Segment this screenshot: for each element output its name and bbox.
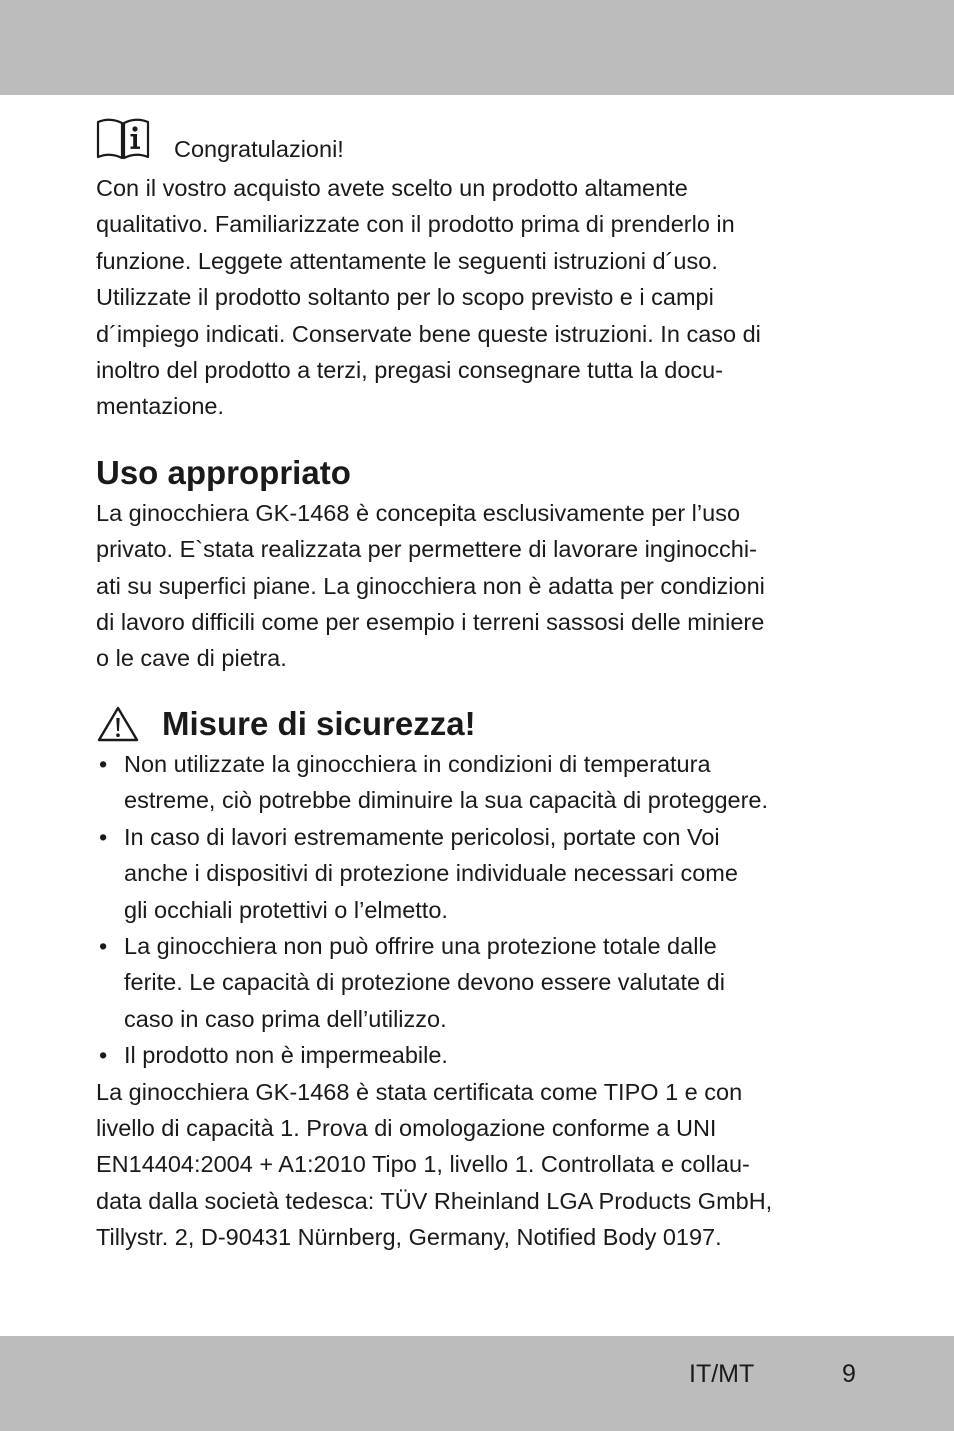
bullet-line: anche i dispositivi di protezione individuale necessari come	[124, 860, 738, 887]
intro-line: Utilizzate il prodotto soltanto per lo scopo previsto e i campi	[96, 284, 714, 311]
bullet-line: In caso di lavori estremamente pericolosi, portate con Voi	[124, 823, 720, 850]
intro-line: d´impiego indicati. Conservate bene queste istruzioni. In caso di	[96, 320, 761, 347]
uso-paragraph	[96, 495, 876, 677]
bullet-marker: •	[99, 932, 108, 959]
uso-line: di lavoro difficili come per esempio i terreni sassosi delle miniere	[96, 609, 765, 636]
intro-line: Con il vostro acquisto avete scelto un prodotto altamente	[96, 175, 688, 201]
uso-line: ati su superfici piane. La ginocchiera non è adatta per condizioni	[96, 572, 765, 599]
list-item	[96, 746, 876, 819]
congratulations-text: Congratulazioni!	[174, 136, 344, 162]
cert-line: data dalla società tedesca: TÜV Rheinland LGA Products GmbH,	[96, 1187, 773, 1214]
bullet-line: Il prodotto non è impermeabile.	[124, 1042, 448, 1069]
warning-triangle-icon	[96, 705, 140, 743]
list-item	[96, 1037, 876, 1073]
intro-header	[96, 112, 876, 170]
cert-line: Tillystr. 2, D-90431 Nürnberg, Germany, Notified Body 0197.	[96, 1224, 722, 1251]
bullet-line: La ginocchiera non può offrire una protezione totale dalle	[124, 932, 717, 959]
bullet-line: caso in caso prima dell’utilizzo.	[124, 1005, 447, 1032]
list-item	[96, 819, 876, 928]
bullet-marker: •	[99, 1042, 108, 1069]
footer-language-code: IT/MT	[689, 1360, 755, 1388]
safety-bullet-list	[96, 746, 876, 1074]
page-number: 9	[842, 1360, 856, 1388]
footer-band	[0, 1336, 954, 1431]
intro-line: funzione. Leggete attentamente le seguenti istruzioni d´uso.	[96, 247, 718, 274]
cert-line: livello di capacità 1. Prova di omologazione conforme a UNI	[96, 1114, 717, 1141]
cert-line: La ginocchiera GK-1468 è stata certificata come TIPO 1 e con	[96, 1078, 743, 1105]
bullet-line: gli occhiali protettivi o l’elmetto.	[124, 896, 448, 923]
uso-line: La ginocchiera GK-1468 è concepita esclusivamente per l’uso	[96, 499, 741, 526]
misure-heading-text: Misure di sicurezza!	[162, 704, 476, 742]
certification-paragraph	[96, 1074, 876, 1256]
intro-line: inoltro del prodotto a terzi, pregasi consegnare tutta la docu-	[96, 357, 724, 384]
uso-line: privato. E`stata realizzata per permettere di lavorare inginocchi-	[96, 536, 757, 563]
page-content	[96, 112, 876, 1256]
uso-line: o le cave di pietra.	[96, 645, 287, 672]
bullet-line: Non utilizzate la ginocchiera in condizioni di temperatura	[124, 750, 711, 777]
header-band	[0, 0, 954, 95]
bullet-line: ferite. Le capacità di protezione devono essere valutate di	[124, 969, 725, 996]
bullet-marker: •	[99, 750, 108, 777]
intro-line: qualitativo. Familiarizzate con il prodotto prima di prenderlo in	[96, 211, 735, 238]
bullet-line: estreme, ciò potrebbe diminuire la sua capacità di proteggere.	[124, 787, 769, 814]
bullet-marker: •	[99, 823, 108, 850]
intro-paragraph	[96, 170, 876, 425]
info-book-icon	[96, 116, 150, 160]
section-heading-uso-appropriato: Uso appropriato	[96, 453, 351, 491]
section-heading-misure-di-sicurezza	[96, 702, 876, 746]
cert-line: EN14404:2004 + A1:2010 Tipo 1, livello 1. Controllata e collau-	[96, 1151, 750, 1178]
intro-line: mentazione.	[96, 393, 225, 420]
list-item	[96, 928, 876, 1037]
